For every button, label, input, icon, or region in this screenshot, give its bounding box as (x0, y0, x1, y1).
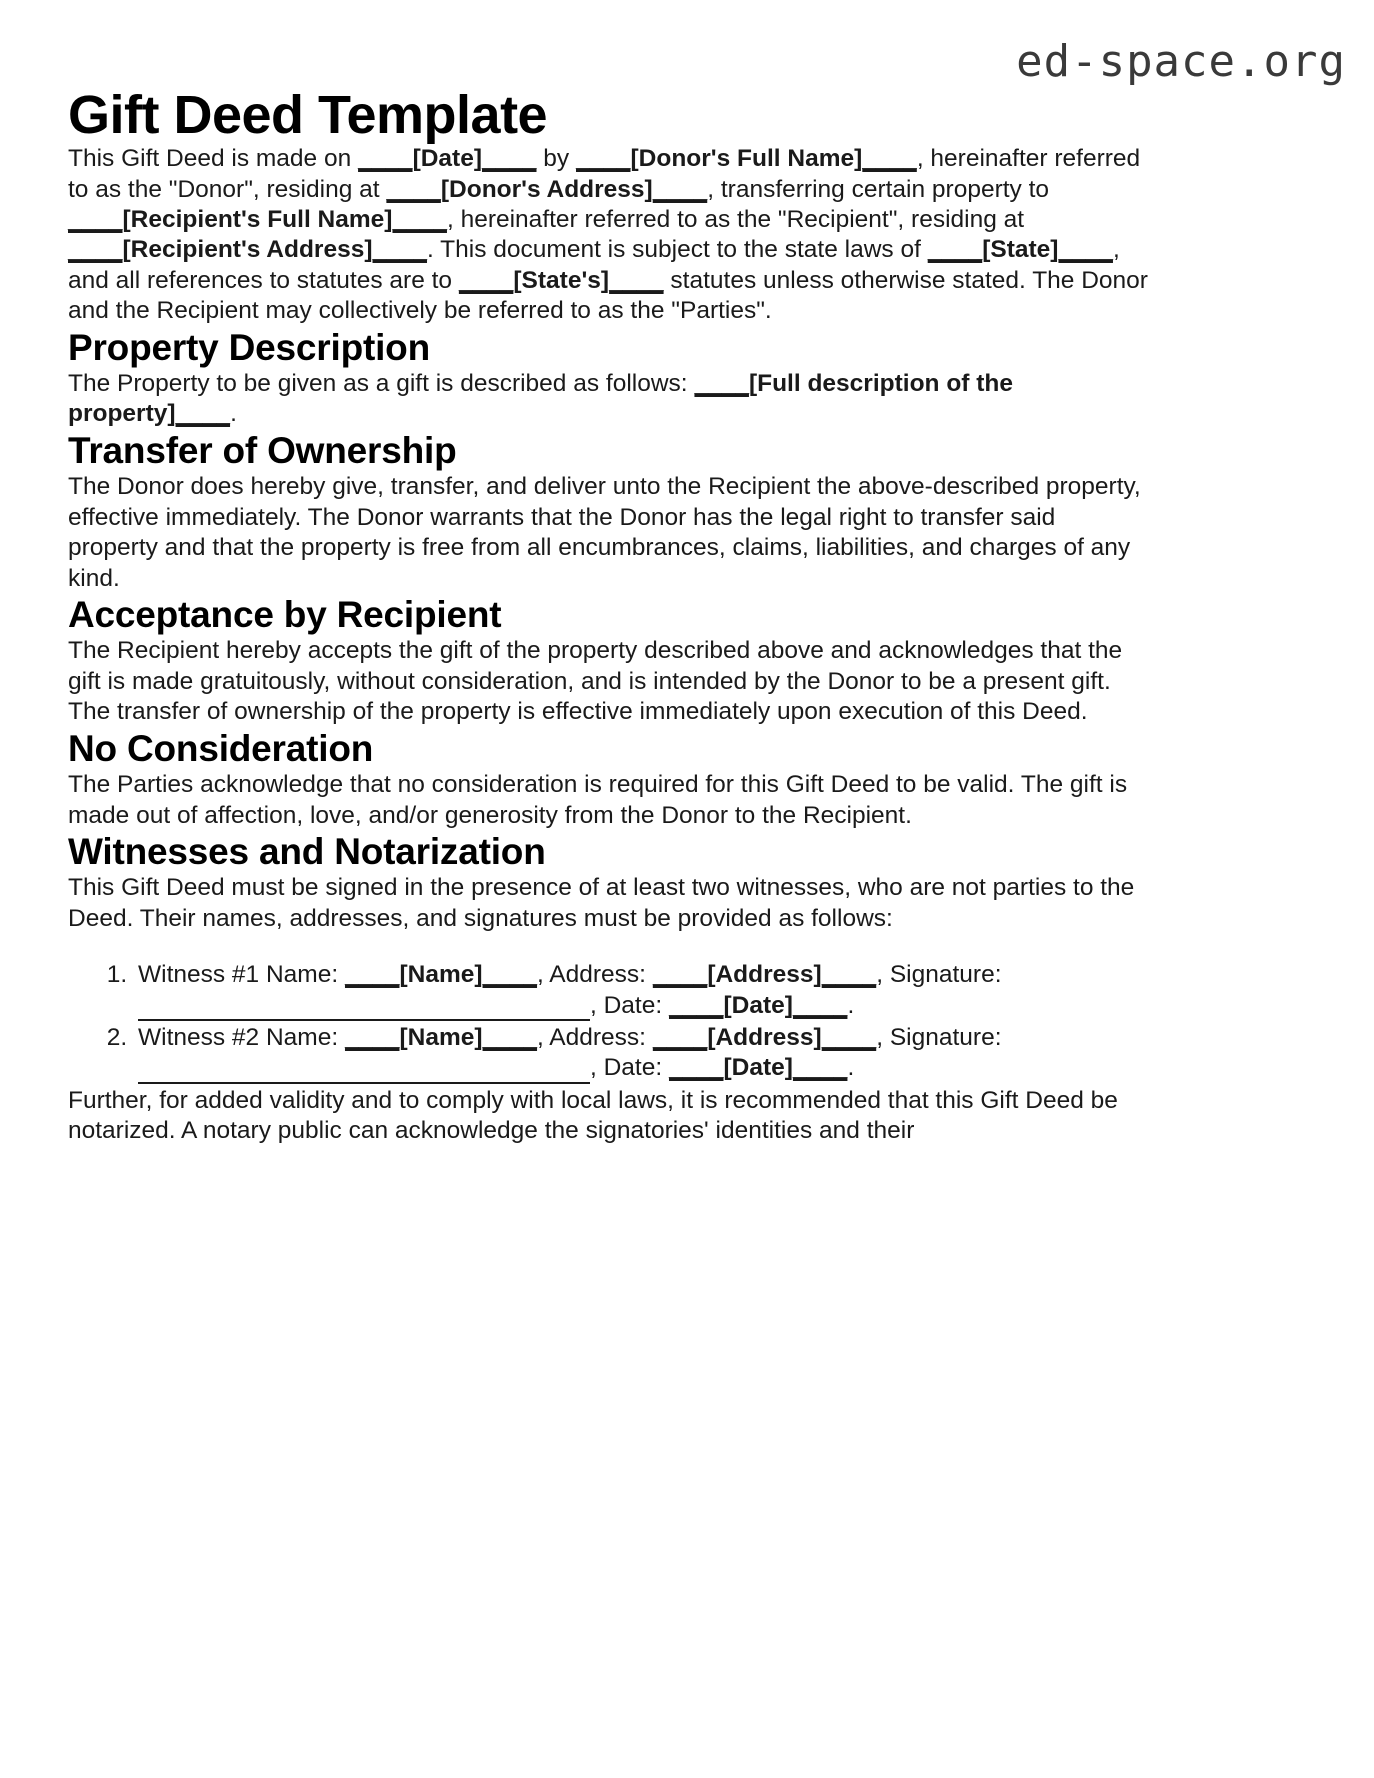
witness2-date-blank-right: ____ (792, 1054, 848, 1082)
witness2-address-blank-right: ____ (821, 1023, 877, 1051)
intro-text-5: , hereinafter referred to as the "Recipient", residing at (446, 206, 1025, 234)
witness2-date-blank-left: ____ (668, 1054, 724, 1082)
donor-address-blank-left: ____ (386, 175, 441, 203)
donor-name-placeholder: [Donor's Full Name] (630, 145, 863, 173)
intro-text-6: . This document is subject to the state laws of (427, 236, 928, 264)
property-description-suffix: . (230, 400, 237, 428)
witness2-name-blank-left: ____ (344, 1023, 400, 1051)
witness-list (68, 960, 1148, 1084)
witness1-address-placeholder: [Address] (707, 961, 822, 989)
paragraph-witnesses-intro: This Gift Deed must be signed in the presence of at least two witnesses, who are not parties to the Deed. Their names, addresses, and signatures must be provided as follows: (68, 874, 1135, 932)
intro-text-2: by (536, 145, 576, 173)
witness1-date-blank-left: ____ (668, 991, 724, 1019)
state-placeholder: [State] (982, 236, 1059, 264)
witness2-signature-label: , Signature: (876, 1023, 1002, 1051)
witness2-signature-line[interactable] (138, 1056, 590, 1084)
witness1-signature-label: , Signature: (876, 961, 1002, 989)
page-title: Gift Deed Template (68, 85, 548, 145)
donor-address-placeholder: [Donor's Address] (440, 175, 653, 203)
intro-paragraph (68, 144, 1148, 326)
states-placeholder: [State's] (513, 266, 610, 294)
recipient-address-placeholder: [Recipient's Address] (122, 236, 373, 264)
witness1-name-placeholder: [Name] (399, 961, 483, 989)
witness2-address-blank-left: ____ (652, 1023, 708, 1051)
donor-name-blank-left: ____ (576, 145, 631, 173)
states-blank-left: ____ (458, 266, 514, 294)
witness2-name-label: Witness #2 Name: (138, 1023, 345, 1051)
site-watermark: ed-space.org (1016, 36, 1346, 87)
intro-text-1: This Gift Deed is made on (68, 145, 359, 173)
document-body (68, 0, 1148, 1146)
intro-text-4: , transferring certain property to (707, 175, 1050, 203)
paragraph-property-description (68, 369, 1148, 430)
witness2-date-label: , Date: (590, 1054, 669, 1082)
list-item (134, 1023, 1148, 1084)
witness1-address-blank-right: ____ (821, 961, 877, 989)
donor-name-blank-right: ____ (862, 145, 917, 173)
witness1-end: . (847, 991, 855, 1019)
witness2-address-placeholder: [Address] (707, 1023, 822, 1051)
witness1-signature-line[interactable] (138, 993, 590, 1021)
witness1-name-blank-left: ____ (344, 961, 400, 989)
witness1-date-placeholder: [Date] (723, 991, 793, 1019)
paragraph-acceptance-by-recipient: The Recipient hereby accepts the gift of the property described above and acknowledges that the gift is made gratuitously, without consideration, and is intended by the Donor to be a present gift. The transfer of ownership of the property is effective immediately upon execution of this Deed. (68, 637, 1123, 726)
intro-text-7: , and all references to statutes are to (68, 236, 1120, 294)
recipient-name-placeholder: [Recipient's Full Name] (122, 206, 393, 234)
property-blank-left: ____ (694, 370, 749, 398)
states-blank-right: ____ (609, 266, 664, 294)
witness2-address-label: , Address: (537, 1023, 653, 1051)
witness1-date-blank-right: ____ (792, 991, 848, 1019)
date-blank-left: ____ (358, 145, 413, 173)
property-blank-right: ____ (175, 400, 231, 428)
witness1-date-label: , Date: (590, 991, 669, 1019)
list-item (134, 960, 1148, 1021)
witness2-name-placeholder: [Name] (399, 1023, 483, 1051)
state-blank-right: ____ (1058, 236, 1113, 264)
paragraph-transfer-of-ownership: The Donor does hereby give, transfer, and deliver unto the Recipient the above-described property, effective immediately. The Donor warrants that the Donor has the legal right to transfer said property and that the property is free from all encumbrances, claims, liabilities, and charges of any kind. (68, 473, 1141, 592)
property-description-prefix: The Property to be given as a gift is described as follows: (68, 370, 695, 398)
witness1-address-label: , Address: (537, 961, 653, 989)
heading-no-consideration: No Consideration (68, 727, 374, 769)
date-placeholder: [Date] (412, 145, 482, 173)
paragraph-notary-closing: Further, for added validity and to comply with local laws, it is recommended that this Gift Deed be notarized. A notary public can acknowledge the signatories' identities and their (68, 1086, 1118, 1145)
witness1-name-blank-right: ____ (482, 961, 538, 989)
intro-text-8: statutes unless otherwise stated. The Donor and the Recipient may collectively be referred to as the "Parties". (68, 266, 1148, 325)
recipient-address-blank-left: ____ (68, 236, 123, 264)
heading-property-description: Property Description (68, 326, 430, 368)
recipient-name-blank-right: ____ (392, 206, 447, 234)
witness1-address-blank-left: ____ (652, 961, 708, 989)
date-blank-right: ____ (481, 145, 537, 173)
state-blank-left: ____ (927, 236, 983, 264)
witness2-end: . (847, 1054, 855, 1082)
heading-transfer-of-ownership: Transfer of Ownership (68, 429, 457, 471)
witness2-name-blank-right: ____ (482, 1023, 538, 1051)
heading-acceptance-by-recipient: Acceptance by Recipient (68, 593, 502, 635)
witness1-name-label: Witness #1 Name: (138, 961, 345, 989)
donor-address-blank-right: ____ (652, 175, 708, 203)
paragraph-no-consideration: The Parties acknowledge that no consideration is required for this Gift Deed to be valid. The gift is made out of affection, love, and/or generosity from the Donor to the Recipient. (68, 771, 1128, 829)
intro-text-3: , hereinafter referred to as the "Donor", residing at (68, 145, 1141, 203)
witness2-date-placeholder: [Date] (723, 1054, 793, 1082)
recipient-address-blank-right: ____ (372, 236, 428, 264)
property-description-placeholder: [Full description of the property] (68, 370, 1013, 428)
heading-witnesses-and-notarization: Witnesses and Notarization (68, 830, 546, 872)
recipient-name-blank-left: ____ (68, 206, 123, 234)
